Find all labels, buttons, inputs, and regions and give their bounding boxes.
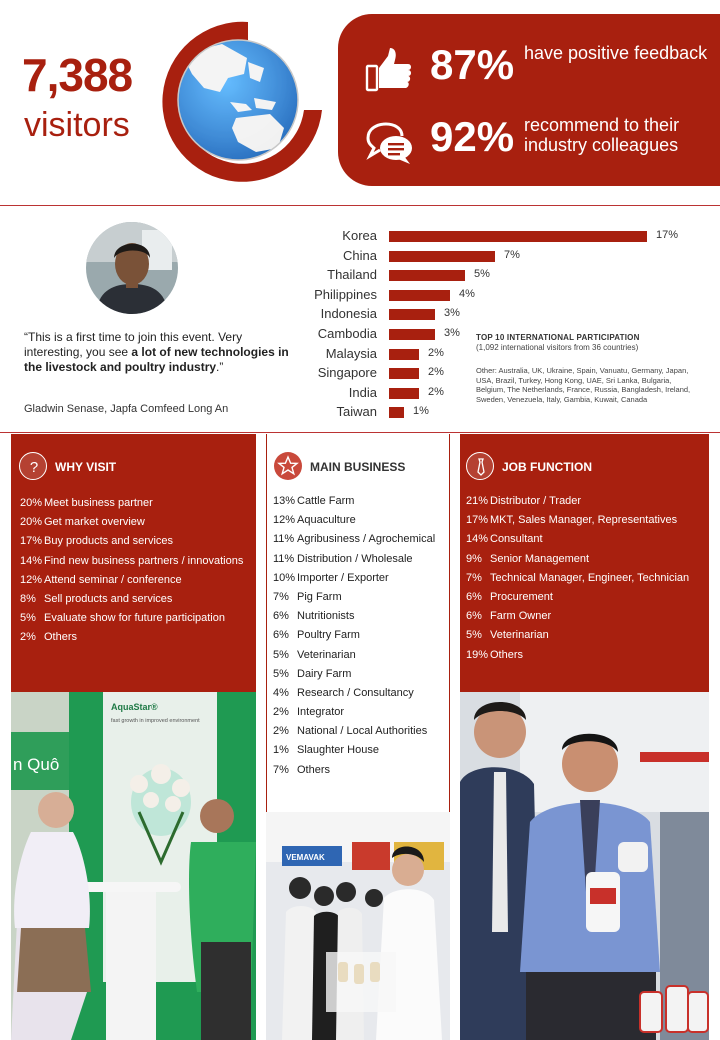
why-visit-item [20,494,252,513]
chart-bar [389,290,450,301]
job-function-item-percent: 21% [466,495,489,507]
job-function-item [466,626,706,645]
product-demo-photo [460,692,709,1040]
globe-icon [152,14,328,190]
job-function-title: JOB FUNCTION [502,460,592,474]
why-visit-item [20,571,252,590]
main-business-item [273,646,449,665]
booth-sign-tagline: fast growth in improved environment [111,718,200,724]
testimonial-quote [24,330,296,375]
main-business-item [273,722,449,741]
why-visit-list [20,494,252,648]
star-icon [274,452,302,480]
main-business-item-percent: 11% [273,533,295,546]
main-business-item-label: Dairy Farm [297,667,352,680]
why-visit-item-label: Evaluate show for future participation [44,612,225,625]
main-business-item-percent: 5% [273,648,289,661]
why-visit-item-label: Meet business partner [44,497,153,509]
job-function-list [466,492,706,665]
main-business-item [273,569,449,588]
job-function-item-percent: 7% [466,571,482,584]
main-business-item [273,530,449,549]
main-business-item-percent: 12% [273,514,296,527]
why-visit-item-percent: 5% [20,612,36,625]
main-business-item-percent: 7% [273,590,289,603]
visitors-count: 7,388 [22,49,133,101]
job-function-item-label: Consultant [490,533,543,546]
booth2-sign: VEMAVAK [286,853,325,862]
job-function-item-percent: 19% [466,648,489,661]
positive-feedback-text: have positive feedback [524,43,708,63]
chart-bar [389,388,419,399]
chart-bar [389,368,419,379]
main-business-item-percent: 13% [273,495,296,507]
tie-icon [466,452,494,480]
why-visit-item [20,628,252,647]
chart-bar [389,270,465,281]
feedback-stats-panel [338,14,720,186]
why-visit-item-percent: 20% [20,497,43,509]
section-divider [0,205,720,206]
main-business-item-label: Poultry Farm [297,629,360,642]
chart-title: TOP 10 INTERNATIONAL PARTICIPATION [476,333,640,342]
main-business-item-label: Slaughter House [297,744,379,757]
recommend-stat [338,112,720,172]
job-function-item-percent: 14% [466,533,489,546]
job-function-item [466,492,706,511]
chart-value-label: 3% [444,307,460,320]
main-business-item-label: Importer / Exporter [297,571,389,584]
main-business-item [273,703,449,722]
main-business-item-percent: 2% [273,725,289,738]
job-function-item [466,646,706,665]
job-function-item [466,588,706,607]
chart-category-label: Cambodia [317,326,377,341]
chart-bar [389,251,495,262]
positive-feedback-percent: 87% [430,41,515,88]
job-function-item [466,569,706,588]
chart-category-label: Taiwan [336,404,377,420]
chart-subtitle: (1,092 international visitors from 36 countries) [476,343,639,352]
main-business-item [273,607,449,626]
job-function-item-label: Veterinarian [490,629,549,642]
main-business-item-label: Aquaculture [297,514,356,527]
chat-bubbles-icon [364,118,414,166]
main-business-item [273,550,449,569]
main-business-item-percent: 6% [273,610,289,623]
why-visit-item-percent: 12% [20,573,43,586]
job-function-item-percent: 9% [466,552,482,565]
chart-bar [389,309,435,320]
chart-category-label: Thailand [327,267,377,283]
why-visit-item [20,552,252,571]
main-business-item [273,741,449,760]
main-business-item-percent: 10% [273,571,296,584]
job-function-item-label: Senior Management [490,552,590,565]
chart-category-label: Malaysia [325,345,377,361]
chart-bar [389,329,435,340]
why-visit-item-label: Get market overview [44,516,145,529]
why-visit-item-percent: 2% [20,631,36,644]
main-business-item-label: Pig Farm [297,590,342,603]
why-visit-item-label: Others [44,631,78,644]
job-function-item [466,607,706,626]
main-business-item-label: Distribution / Wholesale [297,552,413,565]
main-business-item-percent: 1% [273,744,289,757]
booth-sign-brand: AquaStar® [111,702,158,712]
section-divider [0,432,720,433]
chart-value-label: 3% [444,327,460,339]
chart-bar [389,349,419,360]
quote-text-start: “This is a first time to join this event. Very interesting, you see [24,330,243,359]
why-visit-item-label: Find new business partners / innovations [44,554,244,567]
chart-bar [389,407,404,418]
why-visit-item [20,532,252,551]
chart-bar [389,231,647,242]
main-business-item [273,665,449,684]
why-visit-item-label: Attend seminar / conference [44,573,182,586]
main-business-item [273,511,449,530]
job-function-item-percent: 5% [466,629,482,642]
job-function-item-label: Farm Owner [490,610,552,623]
main-business-item-label: Agribusiness / Agrochemical [297,533,436,546]
booth-banner-text: n Quô [13,755,60,774]
chart-value-label: 7% [504,248,520,261]
why-visit-item-label: Buy products and services [44,535,174,548]
quote-text-highlight: a lot of new technologies in the livestock and poultry industry [24,345,289,374]
main-business-list [273,492,449,780]
why-visit-item [20,590,252,609]
main-business-item-label: Veterinarian [297,648,356,661]
job-function-item-percent: 6% [466,610,482,623]
chart-category-label: Korea [342,228,377,243]
main-business-item-label: Nutritionists [297,610,355,623]
quote-text-end: .” [216,360,224,374]
chart-category-label: Philippines [314,286,377,302]
booth-crowd-photo [266,812,450,1040]
chart-value-label: 2% [428,366,444,379]
why-visit-item-percent: 20% [20,516,43,529]
visitors-label: visitors [24,106,130,144]
chart-category-label: Singapore [317,365,377,381]
chart-category-label: India [348,384,377,400]
main-business-item-label: Integrator [297,706,345,719]
main-business-item-percent: 5% [273,667,289,680]
question-icon [19,452,47,480]
globe-ring-graphic [152,14,328,190]
chart-value-label: 2% [428,346,444,359]
main-business-item-percent: 4% [273,686,289,699]
main-business-item [273,626,449,645]
job-function-item-percent: 6% [466,590,482,603]
job-function-item-label: MKT, Sales Manager, Representatives [490,514,678,527]
main-business-item [273,684,449,703]
why-visit-item-label: Sell products and services [44,592,173,605]
job-function-item-label: Procurement [490,590,553,603]
chart-category-label: Indonesia [320,306,377,322]
main-business-item-percent: 11% [273,552,295,565]
job-function-item-label: Others [490,648,524,661]
main-business-item-label: Research / Consultancy [297,686,414,699]
chart-value-label: 5% [474,268,490,281]
why-visit-item [20,513,252,532]
chart-value-label: 2% [428,385,444,398]
why-visit-item-percent: 17% [20,535,43,548]
main-business-item [273,588,449,607]
job-function-item [466,550,706,569]
main-business-item [273,761,449,780]
chart-category-label: China [343,247,377,263]
why-visit-header [19,452,249,482]
chart-value-label: 17% [656,229,679,241]
main-business-item-label: National / Local Authorities [297,725,428,738]
main-business-item [273,492,449,511]
job-function-item [466,511,706,530]
testimonial-author: Gladwin Senase, Japfa Comfeed Long An [24,403,229,415]
why-visit-item [20,609,252,628]
thumbs-up-icon [364,46,414,94]
booth-meeting-photo [11,692,256,1040]
main-business-item-percent: 6% [273,629,289,642]
main-business-item-percent: 2% [273,706,289,719]
job-function-header [466,452,702,482]
job-function-item-label: Technical Manager, Engineer, Technician [490,571,690,584]
main-business-item-percent: 7% [273,763,289,776]
chart-value-label: 4% [459,287,475,300]
recommend-text: recommend to their industry colleagues [524,115,680,155]
main-business-item-label: Cattle Farm [297,495,355,507]
chart-value-label: 1% [413,405,429,418]
why-visit-title: WHY VISIT [55,460,117,474]
recommend-percent: 92% [430,113,515,160]
job-function-item [466,530,706,549]
main-business-title: MAIN BUSINESS [310,460,406,474]
visitor-avatar [86,222,178,314]
job-function-item-percent: 17% [466,514,489,527]
job-function-item-label: Distributor / Trader [490,495,582,507]
why-visit-item-percent: 14% [20,554,43,567]
svg-text:?: ? [29,459,39,476]
main-business-item-label: Others [297,763,331,776]
why-visit-item-percent: 8% [20,592,36,605]
main-business-header [274,452,444,482]
chart-other-countries: Other: Australia, UK, Ukraine, Spain, Vanuatu, Germany, Japan, USA, Brazil, Turkey, Hong Kong, UAE, Sri Lanka, Bulgaria, Belgium, The Netherlands, France, Russia, Bangladesh, Ireland, Sweden, Venezuela, Italy, Gambia, Kuwait, Canada [476,366,691,404]
positive-feedback-stat [338,40,720,100]
